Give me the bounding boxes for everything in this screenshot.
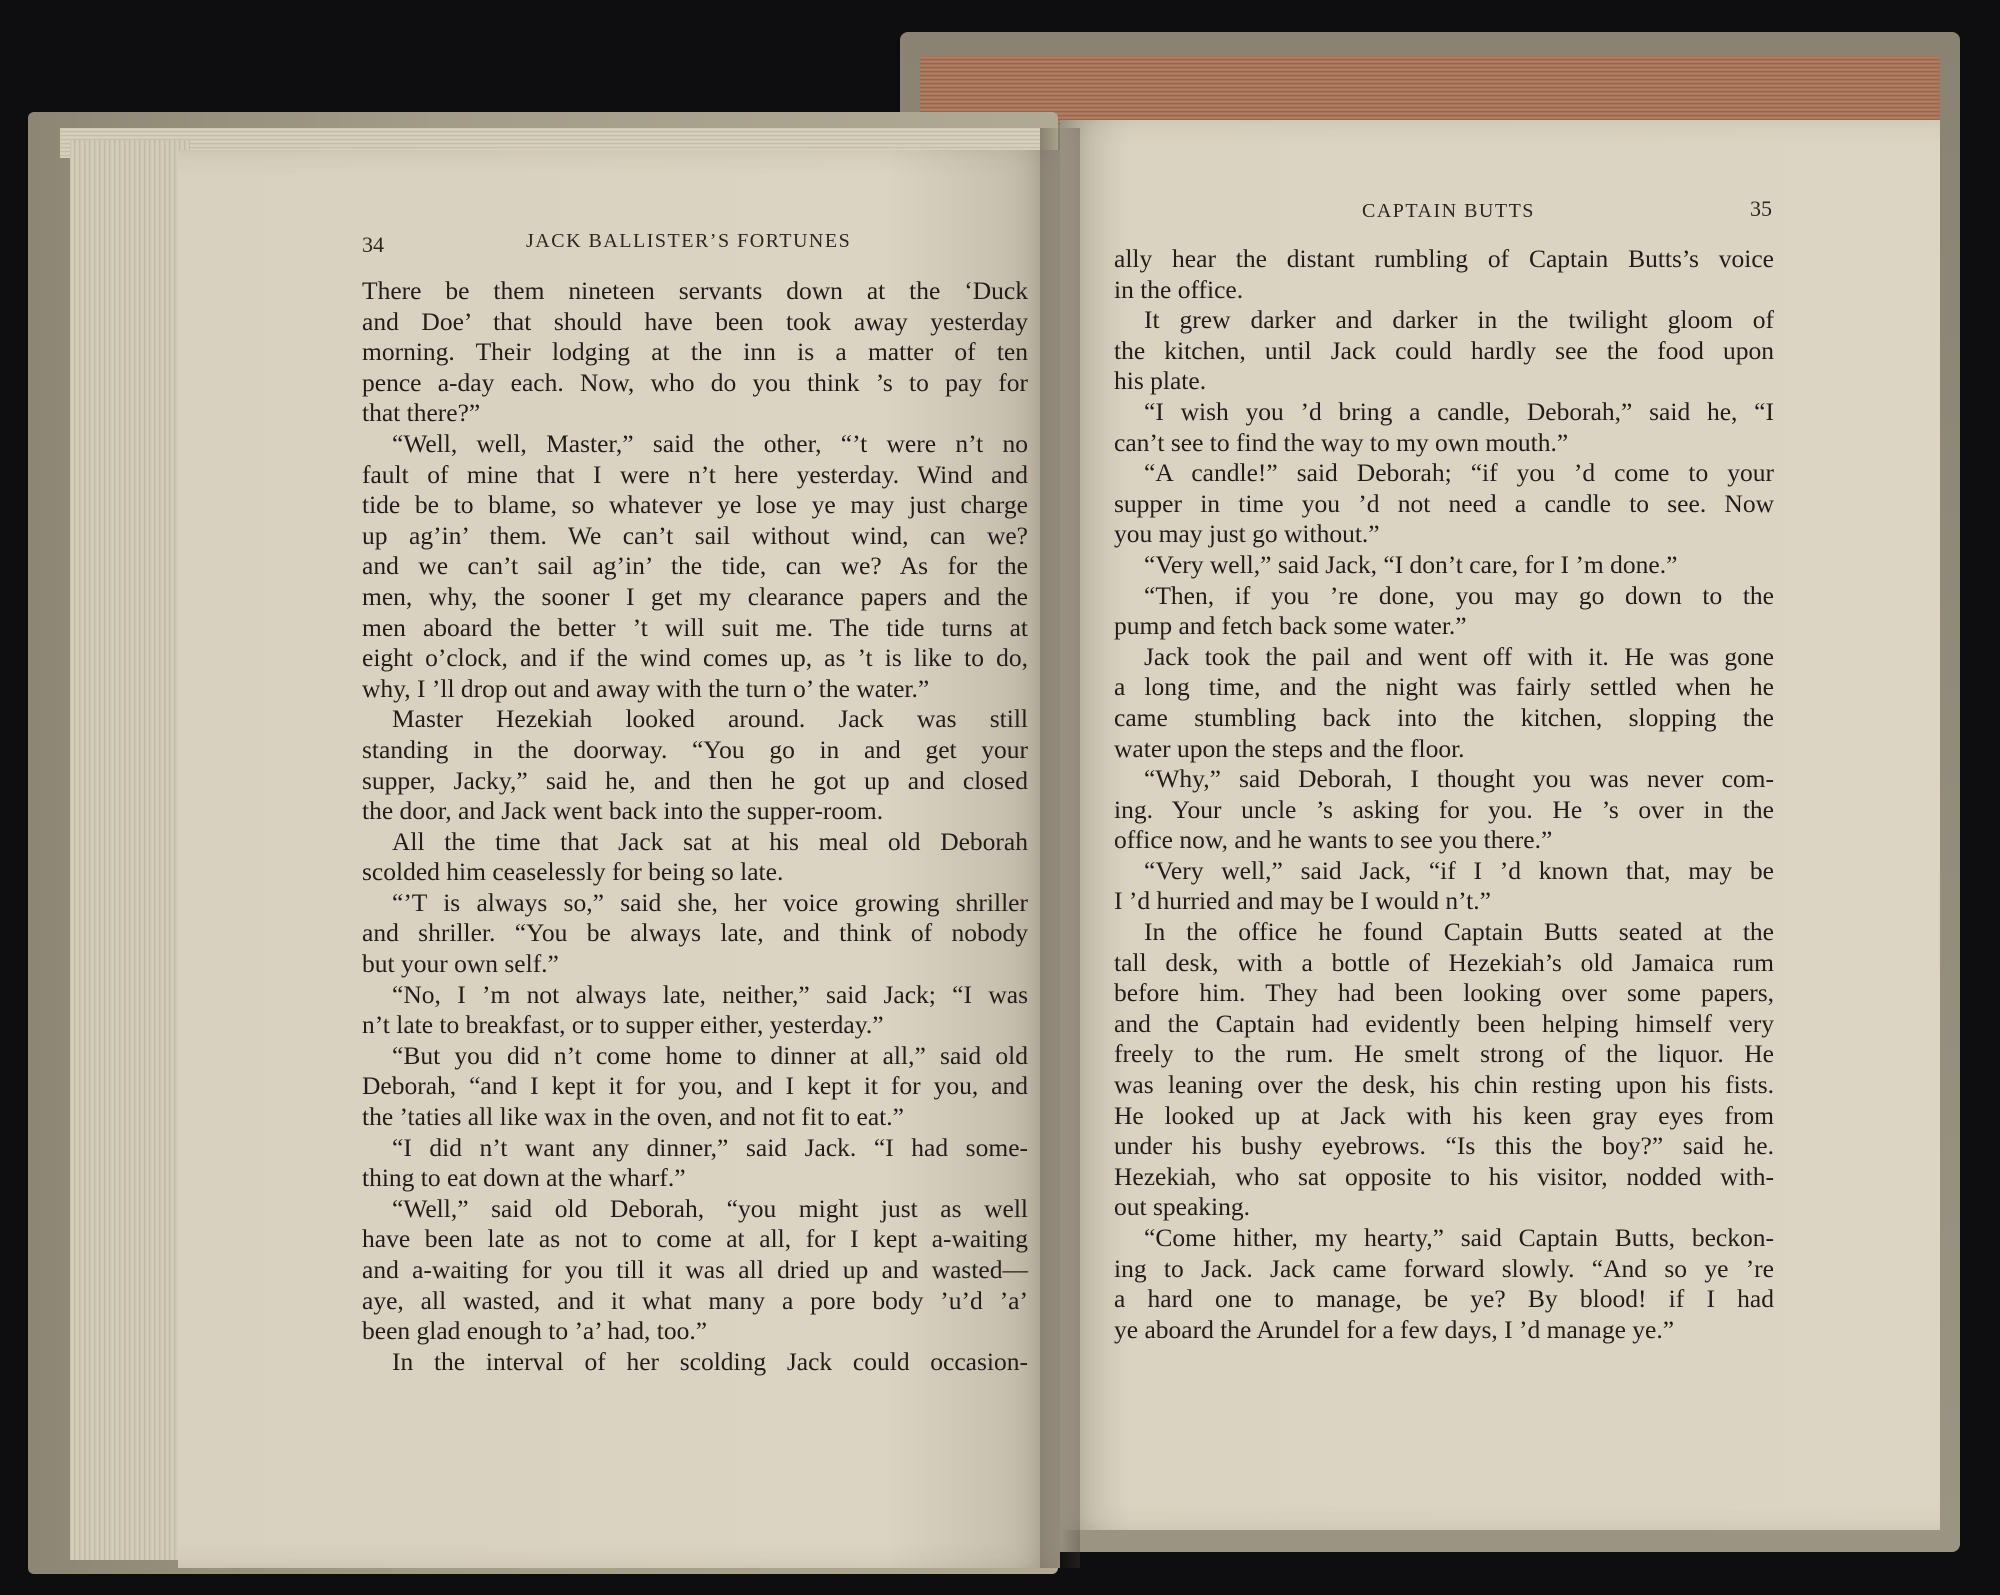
text-line: tide be to blame, so whatever ye lose ye may just charge — [362, 490, 1028, 520]
text-line: ally hear the distant rumbling of Captain Butts’s voice — [1114, 244, 1774, 273]
text-line: men aboard the better ’t will suit me. The tide turns at — [362, 612, 1028, 642]
text-line: n’t late to breakfast, or to supper either, yesterday.” — [362, 1010, 884, 1040]
text-line: before him. They had been looking over some papers, — [1114, 978, 1774, 1008]
text-line: “But you did n’t come home to dinner at all,” said old — [392, 1040, 1028, 1070]
text-line: “Come hither, my hearty,” said Captain Butts, beckon- — [1144, 1223, 1774, 1252]
text-line: “A candle!” said Deborah; “if you ’d come to your — [1144, 458, 1774, 488]
text-line: “Very well,” said Jack, “I don’t care, for I ’m done.” — [1144, 549, 1678, 579]
text-line: Jack took the pail and went off with it. He was gone — [1144, 641, 1774, 671]
text-line: It grew darker and darker in the twilight gloom of — [1144, 305, 1774, 335]
text-line: and a-waiting for you till it was all dried up and wasted— — [362, 1255, 1028, 1284]
text-line: but your own self.” — [362, 949, 559, 979]
text-line: In the office he found Captain Butts seated at the — [1144, 917, 1774, 947]
right-page-text — [1114, 244, 1774, 1345]
text-line: been glad enough to ’a’ had, too.” — [362, 1316, 708, 1346]
text-line: and we can’t sail ag’in’ the tide, can we? As for the — [362, 551, 1028, 581]
text-line: supper, Jacky,” said he, and then he got up and closed — [362, 765, 1028, 795]
text-line: “’T is always so,” said she, her voice growing shriller — [392, 887, 1028, 917]
text-line: “Well,” said old Deborah, “you might just as well — [392, 1193, 1028, 1223]
text-line: that there?” — [362, 398, 481, 428]
text-line: a hard one to manage, be ye? By blood! if I had — [1114, 1284, 1774, 1314]
right-page-number: 35 — [1750, 196, 1772, 221]
page-stack-left — [70, 140, 190, 1560]
text-line: his plate. — [1114, 366, 1207, 396]
text-line: pump and fetch back some water.” — [1114, 611, 1467, 641]
text-line: was leaning over the desk, his chin resting upon his fists. — [1114, 1070, 1774, 1100]
text-line: “Very well,” said Jack, “if I ’d known that, may be — [1144, 855, 1774, 885]
text-line: thing to eat down at the wharf.” — [362, 1163, 686, 1193]
text-line: scolded him ceaselessly for being so late. — [362, 857, 784, 887]
text-line: “I wish you ’d bring a candle, Deborah,” said he, “I — [1144, 396, 1774, 426]
text-line: He looked up at Jack with his keen gray eyes from — [1114, 1100, 1774, 1130]
text-line: came stumbling back into the kitchen, slopping the — [1114, 702, 1774, 732]
text-line: the kitchen, until Jack could hardly see the food upon — [1114, 335, 1774, 365]
text-line: aye, all wasted, and it what many a pore body ’u’d ’a’ — [362, 1285, 1028, 1315]
text-line: water upon the steps and the floor. — [1114, 733, 1465, 763]
text-line: fault of mine that I were n’t here yesterday. Wind and — [362, 459, 1028, 489]
text-line: In the interval of her scolding Jack could occasion- — [392, 1346, 1028, 1376]
right-running-head: CAPTAIN BUTTS — [1362, 200, 1535, 222]
text-line: the ’taties all like wax in the oven, and not fit to eat.” — [362, 1102, 904, 1132]
text-line: “Well, well, Master,” said the other, “’t were n’t no — [392, 428, 1028, 458]
text-line: men, why, the sooner I get my clearance papers and the — [362, 581, 1028, 611]
text-line: Hezekiah, who sat opposite to his visitor, nodded with- — [1114, 1161, 1774, 1191]
text-line: tall desk, with a bottle of Hezekiah’s old Jamaica rum — [1114, 947, 1774, 977]
text-line: in the office. — [1114, 274, 1244, 304]
text-line: pence a-day each. Now, who do you think ’s to pay for — [362, 367, 1028, 397]
text-line: “Why,” said Deborah, I thought you was never com- — [1144, 764, 1774, 794]
text-line: Master Hezekiah looked around. Jack was still — [392, 704, 1028, 734]
left-running-head: JACK BALLISTER’S FORTUNES — [526, 230, 852, 252]
text-line: and the Captain had evidently been helping himself very — [1114, 1008, 1774, 1038]
text-line: ing to Jack. Jack came forward slowly. “And so ye ’re — [1114, 1253, 1774, 1283]
text-line: a long time, and the night was fairly settled when he — [1114, 672, 1774, 702]
text-line: under his bushy eyebrows. “Is this the boy?” said he. — [1114, 1131, 1774, 1161]
text-line: freely to the rum. He smelt strong of the liquor. He — [1114, 1039, 1774, 1069]
book-gutter — [1040, 128, 1080, 1568]
text-line: and Doe’ that should have been took away yesterday — [362, 306, 1028, 336]
text-line: There be them nineteen servants down at the ‘Duck — [362, 276, 1028, 305]
text-line: ing. Your uncle ’s asking for you. He ’s over in the — [1114, 794, 1774, 824]
text-line: why, I ’ll drop out and away with the turn o’ the water.” — [362, 673, 930, 703]
text-line: Deborah, “and I kept it for you, and I kept it for you, and — [362, 1071, 1028, 1101]
text-line: office now, and he wants to see you there.” — [1114, 825, 1553, 855]
text-line: standing in the doorway. “You go in and get your — [362, 734, 1028, 764]
text-line: “I did n’t want any dinner,” said Jack. “I had some- — [392, 1132, 1028, 1162]
text-line: eight o’clock, and if the wind comes up, as ’t is like to do, — [362, 643, 1028, 673]
text-line: can’t see to find the way to my own mouth.” — [1114, 427, 1569, 457]
left-page-text — [362, 276, 1028, 1377]
text-line: out speaking. — [1114, 1192, 1250, 1222]
text-line: and shriller. “You be always late, and think of nobody — [362, 918, 1028, 948]
text-line: “Then, if you ’re done, you may go down to the — [1144, 580, 1774, 610]
page-edges-top — [920, 56, 1940, 126]
text-line: “No, I ’m not always late, neither,” said Jack; “I was — [392, 979, 1028, 1009]
left-page-number: 34 — [362, 232, 384, 257]
text-line: the door, and Jack went back into the supper-room. — [362, 796, 884, 826]
text-line: up ag’in’ them. We can’t sail without wind, can we? — [362, 520, 1028, 550]
text-line: have been late as not to come at all, for I kept a-waiting — [362, 1224, 1028, 1254]
text-line: I ’d hurried and may be I would n’t.” — [1114, 886, 1491, 916]
text-line: ye aboard the Arundel for a few days, I ’d manage ye.” — [1114, 1314, 1675, 1344]
text-line: supper in time you ’d not need a candle to see. Now — [1114, 488, 1774, 518]
text-line: morning. Their lodging at the inn is a matter of ten — [362, 337, 1028, 367]
text-line: All the time that Jack sat at his meal old Deborah — [392, 826, 1028, 856]
text-line: you may just go without.” — [1114, 519, 1380, 549]
